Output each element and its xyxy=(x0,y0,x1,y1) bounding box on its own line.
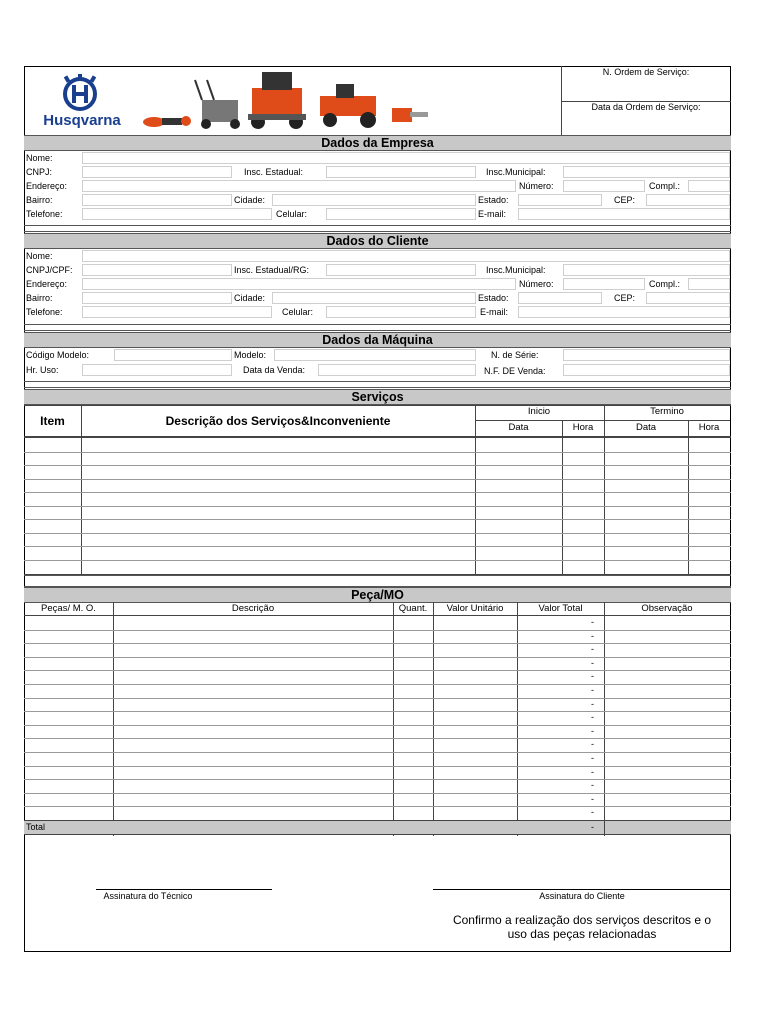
cliente-insc-municipal-label: Insc.Municipal: xyxy=(486,265,546,275)
maquina-modelo-label: Modelo: xyxy=(234,350,267,360)
row-valor-total: - xyxy=(591,685,594,695)
empresa-bairro-field[interactable] xyxy=(82,194,232,206)
empresa-nome-label: Nome: xyxy=(26,153,53,163)
servicos-descricao-header: Descrição dos Serviços&Inconveniente xyxy=(165,414,391,428)
table-row[interactable] xyxy=(24,807,731,820)
cliente-insc-estadual-field[interactable] xyxy=(326,264,476,276)
empresa-email-label: E-mail: xyxy=(478,209,507,219)
row-valor-total: - xyxy=(591,657,594,668)
empresa-estado-field[interactable] xyxy=(518,194,602,206)
os-number-label: N. Ordem de Serviço: xyxy=(602,67,690,77)
table-row[interactable] xyxy=(24,794,731,807)
table-row[interactable] xyxy=(24,712,731,725)
servicos-table xyxy=(24,405,731,575)
row-valor-total: - xyxy=(591,807,594,818)
row-valor-total: - xyxy=(591,793,594,804)
cliente-endereco-label: Endereço: xyxy=(26,279,68,289)
maquina-codigo-label: Código Modelo: xyxy=(26,350,90,360)
assinatura-cliente: Assinatura do Cliente xyxy=(539,891,625,901)
table-row[interactable] xyxy=(24,780,731,793)
servicos-subheader-line xyxy=(475,420,730,421)
maquina-codigo-field[interactable] xyxy=(114,349,232,361)
pecas-total-divider xyxy=(604,820,605,834)
servicos-inicio-data-header: Data xyxy=(508,422,529,433)
row-valor-total: - xyxy=(591,725,594,736)
table-row[interactable] xyxy=(24,644,731,657)
table-row[interactable] xyxy=(24,631,731,644)
cliente-header: Dados do Cliente xyxy=(24,233,731,249)
empresa-telefone-field[interactable] xyxy=(82,208,272,220)
servicos-termino-hora-header: Hora xyxy=(698,422,720,433)
cliente-cep-label: CEP: xyxy=(614,293,636,303)
cliente-numero-field[interactable] xyxy=(563,278,645,290)
empresa-endereco-label: Endereço: xyxy=(26,181,68,191)
pecas-bottom-line xyxy=(24,834,731,835)
empresa-celular-field[interactable] xyxy=(326,208,476,220)
empresa-insc-estadual-label: Insc. Estadual: xyxy=(244,167,304,177)
cliente-bairro-field[interactable] xyxy=(82,292,232,304)
assinatura-tecnico: Assinatura do Técnico xyxy=(103,891,193,901)
cliente-estado-label: Estado: xyxy=(478,293,509,303)
empresa-cidade-field[interactable] xyxy=(272,194,476,206)
row-valor-total: - xyxy=(591,712,594,723)
maquina-hr-uso-label: Hr. Uso: xyxy=(26,365,59,375)
empresa-email-field[interactable] xyxy=(518,208,730,220)
pecas-header: Peça/MO xyxy=(24,587,731,603)
cliente-estado-field[interactable] xyxy=(518,292,602,304)
table-row[interactable] xyxy=(24,699,731,712)
table-row[interactable] xyxy=(24,493,731,506)
cliente-insc-municipal-field[interactable] xyxy=(563,264,730,276)
cliente-numero-label: Número: xyxy=(519,279,554,289)
table-row[interactable] xyxy=(24,547,731,560)
servicos-inicio-header: Inicio xyxy=(527,406,551,417)
confirm-text-line-1: Confirmo a realização dos serviços descritos e o xyxy=(452,913,712,927)
maquina-nf-venda-field[interactable] xyxy=(563,364,730,376)
os-date-label: Data da Ordem de Serviço: xyxy=(591,102,701,112)
table-row[interactable] xyxy=(24,753,731,766)
pecas-col-descricao: Descrição xyxy=(231,603,275,614)
table-row[interactable] xyxy=(24,617,731,630)
tractor-mower-icon xyxy=(320,84,376,128)
cliente-cnpj-field[interactable] xyxy=(82,264,232,276)
table-row[interactable] xyxy=(24,507,731,520)
servicos-inicio-hora-header: Hora xyxy=(572,422,594,433)
cliente-nome-field[interactable] xyxy=(82,250,730,262)
cliente-compl-label: Compl.: xyxy=(649,279,681,289)
maquina-modelo-field[interactable] xyxy=(274,349,476,361)
product-images xyxy=(140,68,430,132)
empresa-compl-field[interactable] xyxy=(688,180,730,192)
row-valor-total: - xyxy=(591,739,594,750)
table-row[interactable] xyxy=(24,739,731,752)
table-row[interactable] xyxy=(24,439,731,452)
empresa-cnpj-label: CNPJ: xyxy=(26,167,53,177)
empresa-cidade-label: Cidade: xyxy=(234,195,266,205)
zero-turn-mower-icon xyxy=(248,72,306,129)
row-valor-total: - xyxy=(591,753,594,763)
total-row xyxy=(24,821,731,834)
push-mower-icon xyxy=(195,80,240,129)
cliente-cep-field[interactable] xyxy=(646,292,730,304)
empresa-numero-field[interactable] xyxy=(563,180,645,192)
empresa-cep-label: CEP: xyxy=(614,195,636,205)
row-valor-total: - xyxy=(591,644,594,655)
pecas-col-observacao: Observação xyxy=(641,603,693,614)
brand-name: Husqvarna xyxy=(43,112,121,129)
pecas-col-quant: Quant. xyxy=(398,603,428,614)
cliente-celular-label: Celular: xyxy=(282,307,314,317)
cliente-insc-estadual-label: Insc. Estadual/RG: xyxy=(234,265,310,275)
cliente-email-label: E-mail: xyxy=(480,307,509,317)
maquina-data-venda-label: Data da Venda: xyxy=(243,365,306,375)
empresa-estado-label: Estado: xyxy=(478,195,509,205)
table-row[interactable] xyxy=(24,520,731,533)
cliente-celular-field[interactable] xyxy=(326,306,476,318)
table-row[interactable] xyxy=(24,671,731,684)
maquina-hr-uso-field[interactable] xyxy=(82,364,232,376)
pecas-col-valor-unitario: Valor Unitário xyxy=(446,603,504,614)
maquina-data-venda-field[interactable] xyxy=(318,364,476,376)
trimmer-icon xyxy=(143,116,191,127)
table-row[interactable] xyxy=(24,685,731,698)
row-valor-total: - xyxy=(591,617,594,627)
logo xyxy=(36,72,128,132)
maquina-serie-label: N. de Série: xyxy=(491,350,539,360)
cliente-endereco-field[interactable] xyxy=(82,278,516,290)
servicos-header: Serviços xyxy=(24,389,731,405)
empresa-insc-municipal-field[interactable] xyxy=(563,166,730,178)
servicos-termino-header: Termino xyxy=(650,406,684,417)
table-row[interactable] xyxy=(24,534,731,547)
cliente-email-field[interactable] xyxy=(518,306,730,318)
empresa-numero-label: Número: xyxy=(519,181,554,191)
empresa-telefone-label: Telefone: xyxy=(26,209,63,219)
empresa-compl-label: Compl.: xyxy=(649,181,681,191)
empresa-header: Dados da Empresa xyxy=(24,135,731,151)
row-valor-total: - xyxy=(591,630,594,641)
empresa-cep-field[interactable] xyxy=(646,194,730,206)
maquina-serie-field[interactable] xyxy=(563,349,730,361)
empresa-cnpj-field[interactable] xyxy=(82,166,232,178)
row-valor-total: - xyxy=(591,766,594,777)
empresa-bairro-label: Bairro: xyxy=(26,195,53,205)
servicos-termino-data-header: Data xyxy=(635,422,657,433)
table-row[interactable] xyxy=(24,658,731,671)
table-row[interactable] xyxy=(24,767,731,780)
servicos-item-header: Item xyxy=(40,414,65,428)
table-row[interactable] xyxy=(24,466,731,479)
cliente-compl-field[interactable] xyxy=(688,278,730,290)
maquina-nf-venda-label: N.F. DE Venda: xyxy=(484,366,546,376)
row-valor-total: - xyxy=(591,671,594,682)
chainsaw-icon xyxy=(392,108,428,122)
empresa-celular-label: Celular: xyxy=(276,209,308,219)
table-row[interactable] xyxy=(24,726,731,739)
row-valor-total: - xyxy=(591,698,594,709)
pecas-col-pecas: Peças/ M. O. xyxy=(41,603,96,614)
cliente-cnpj-label: CNPJ/CPF: xyxy=(26,265,73,275)
cliente-telefone-label: Telefone: xyxy=(26,307,63,317)
confirm-text-line-2: uso das peças relacionadas xyxy=(507,927,657,941)
pecas-header-line xyxy=(24,615,731,616)
cliente-bairro-label: Bairro: xyxy=(26,293,53,303)
table-row[interactable] xyxy=(24,480,731,493)
servicos-top-line xyxy=(24,405,731,406)
servicos-header-bottom-line xyxy=(24,436,731,438)
cliente-telefone-field[interactable] xyxy=(82,306,272,318)
empresa-insc-estadual-field[interactable] xyxy=(326,166,476,178)
cliente-nome-label: Nome: xyxy=(26,251,53,261)
empresa-nome-field[interactable] xyxy=(82,152,730,164)
total-label: Total xyxy=(26,822,46,832)
empresa-insc-municipal-label: Insc.Municipal: xyxy=(486,167,546,177)
table-row[interactable] xyxy=(24,561,731,574)
row-valor-total: - xyxy=(591,780,594,791)
cliente-cidade-label: Cidade: xyxy=(234,293,266,303)
pecas-table xyxy=(24,602,731,836)
table-row[interactable] xyxy=(24,453,731,466)
total-value: - xyxy=(591,822,594,832)
pecas-col-valor-total: Valor Total xyxy=(538,603,583,614)
cliente-cidade-field[interactable] xyxy=(272,292,476,304)
empresa-endereco-field[interactable] xyxy=(82,180,516,192)
maquina-header: Dados da Máquina xyxy=(24,332,731,348)
